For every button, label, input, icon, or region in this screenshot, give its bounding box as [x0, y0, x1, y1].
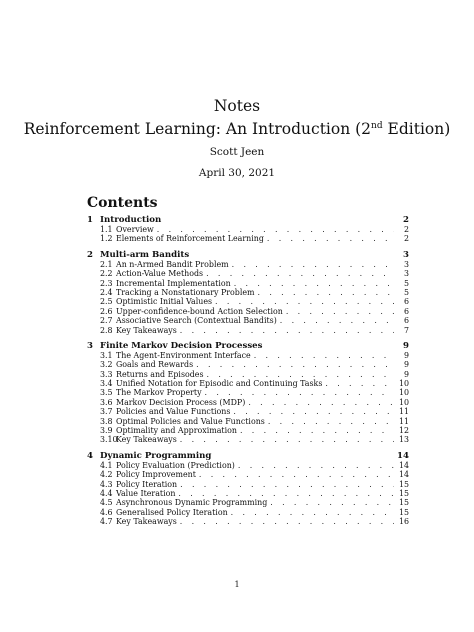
dot-leader — [233, 407, 394, 416]
section-page: 11 — [398, 407, 409, 417]
section-title: Policies and Value Functions — [116, 407, 231, 417]
section-page: 14 — [398, 470, 409, 480]
section-page: 7 — [403, 325, 409, 335]
section-title: Optimistic Initial Values — [116, 297, 213, 307]
section-page: 3 — [403, 259, 409, 269]
section-title: Associative Search (Contextual Bandits) — [116, 316, 277, 326]
section-title: Action-Value Methods — [116, 269, 204, 279]
title-line-2 — [0, 116, 474, 139]
toc-section[interactable] — [87, 517, 409, 526]
dot-leader — [207, 370, 394, 379]
section-title: Policy Evaluation (Prediction) — [116, 460, 235, 470]
dot-leader — [248, 398, 394, 407]
dot-leader — [180, 517, 394, 526]
toc-chapter[interactable] — [87, 215, 409, 225]
toc-section[interactable] — [87, 234, 409, 243]
dot-leader — [238, 461, 394, 470]
section-title: Tracking a Nonstationary Problem — [116, 287, 255, 297]
dot-leader — [232, 260, 394, 269]
section-number: 4.5 — [100, 498, 113, 508]
dot-leader — [280, 316, 394, 325]
toc-section[interactable] — [87, 316, 409, 325]
chapter-title: Finite Markov Decision Processes — [100, 340, 263, 351]
toc-section[interactable] — [87, 398, 409, 407]
toc-section[interactable] — [87, 417, 409, 426]
dot-leader — [206, 269, 394, 278]
section-title: The Agent-Environment Interface — [116, 350, 251, 360]
section-number: 3.3 — [100, 369, 113, 379]
section-page: 3 — [403, 269, 409, 279]
toc-section[interactable] — [87, 508, 409, 517]
section-number: 3.9 — [100, 426, 113, 436]
toc-section[interactable] — [87, 435, 409, 444]
toc-section[interactable] — [87, 279, 409, 288]
section-page: 14 — [398, 460, 409, 470]
section-title: Asynchronous Dynamic Programming — [116, 498, 268, 508]
dot-leader — [240, 426, 394, 435]
section-page: 15 — [398, 507, 409, 517]
section-number: 2.7 — [100, 316, 113, 326]
chapter-title: Dynamic Programming — [100, 450, 212, 461]
section-number: 3.6 — [100, 397, 113, 407]
section-title: Goals and Rewards — [116, 360, 194, 370]
section-page: 6 — [403, 306, 409, 316]
toc-chapter[interactable] — [87, 250, 409, 260]
section-title: Returns and Episodes — [116, 369, 204, 379]
section-number: 3.1 — [100, 350, 113, 360]
section-page: 5 — [403, 278, 409, 288]
section-page: 15 — [398, 498, 409, 508]
section-number: 3.4 — [100, 379, 113, 389]
toc-section[interactable] — [87, 288, 409, 297]
dot-leader — [270, 498, 394, 507]
title-line-1: Notes — [213, 97, 261, 115]
chapter-number: 2 — [87, 249, 93, 260]
section-number: 4.3 — [100, 479, 113, 489]
toc-chapter[interactable] — [87, 451, 409, 461]
section-page: 9 — [403, 360, 409, 370]
chapter-title: Multi-arm Bandits — [100, 249, 190, 260]
section-page: 13 — [398, 435, 409, 445]
section-number: 2.2 — [100, 269, 113, 279]
dot-leader — [157, 225, 394, 234]
toc-section[interactable] — [87, 307, 409, 316]
chapter-number: 4 — [87, 450, 93, 461]
title-superscript: nd — [371, 121, 383, 131]
section-title: Policy Iteration — [116, 479, 178, 489]
dot-leader — [180, 435, 394, 444]
section-number: 4.2 — [100, 470, 113, 480]
section-page: 12 — [398, 426, 409, 436]
toc-section[interactable] — [87, 225, 409, 234]
toc-section[interactable] — [87, 269, 409, 278]
section-title: Key Takeaways — [116, 435, 177, 445]
section-page: 15 — [398, 488, 409, 498]
section-page: 2 — [403, 234, 409, 244]
section-title: Key Takeaways — [116, 325, 177, 335]
toc-section[interactable] — [87, 379, 409, 388]
section-title: Optimality and Approximation — [116, 426, 237, 436]
chapter-page: 2 — [403, 215, 409, 225]
table-of-contents — [87, 215, 409, 527]
section-title: Unified Notation for Episodic and Continuing Tasks — [116, 379, 323, 389]
document-title — [0, 96, 474, 139]
section-title: Upper-confidence-bound Action Selection — [116, 306, 283, 316]
toc-section[interactable] — [87, 461, 409, 470]
section-number: 4.6 — [100, 507, 113, 517]
section-title: Optimal Policies and Value Functions — [116, 416, 265, 426]
section-title: Generalised Policy Iteration — [116, 507, 228, 517]
toc-section[interactable] — [87, 388, 409, 397]
section-number: 4.7 — [100, 517, 113, 527]
dot-leader — [325, 379, 394, 388]
toc-section[interactable] — [87, 426, 409, 435]
contents-heading: Contents — [87, 195, 158, 211]
section-page: 9 — [403, 369, 409, 379]
section-title: Incremental Implementation — [116, 278, 231, 288]
toc-section[interactable] — [87, 326, 409, 335]
section-number: 3.5 — [100, 388, 113, 398]
section-page: 10 — [398, 379, 409, 389]
section-title: Key Takeaways — [116, 517, 177, 527]
toc-section[interactable] — [87, 370, 409, 379]
dot-leader — [254, 351, 394, 360]
section-number: 4.4 — [100, 488, 113, 498]
dot-leader — [231, 508, 394, 517]
date: April 30, 2021 — [198, 167, 276, 179]
page-number: 1 — [234, 580, 240, 589]
section-number: 1.2 — [100, 234, 113, 244]
section-number: 3.7 — [100, 407, 113, 417]
title-line-2-main: Reinforcement Learning: An Introduction (2 — [23, 120, 372, 139]
chapter-number: 3 — [87, 340, 93, 351]
toc-section[interactable] — [87, 360, 409, 369]
section-page: 6 — [403, 297, 409, 307]
section-number: 4.1 — [100, 460, 113, 470]
section-page: 9 — [403, 350, 409, 360]
section-page: 15 — [398, 479, 409, 489]
section-title: An n-Armed Bandit Problem — [116, 259, 229, 269]
toc-section[interactable] — [87, 297, 409, 306]
dot-leader — [286, 307, 394, 316]
section-page: 5 — [403, 287, 409, 297]
chapter-page: 3 — [403, 249, 409, 260]
section-title: Markov Decision Process (MDP) — [116, 397, 246, 407]
section-title: Overview — [116, 225, 154, 234]
section-page: 11 — [398, 416, 409, 426]
title-line-2-end: Edition) — [382, 120, 451, 139]
toc-section[interactable] — [87, 489, 409, 498]
section-page: 16 — [398, 517, 409, 527]
section-number: 3.2 — [100, 360, 113, 370]
section-page: 6 — [403, 316, 409, 326]
chapter-page: 9 — [403, 340, 409, 351]
section-number: 2.5 — [100, 297, 113, 307]
section-number: 3.10 — [100, 435, 118, 445]
chapter-number: 1 — [87, 215, 93, 225]
dot-leader — [199, 470, 394, 479]
section-number: 2.3 — [100, 278, 113, 288]
section-page: 10 — [398, 397, 409, 407]
section-number: 2.6 — [100, 306, 113, 316]
toc-section[interactable] — [87, 260, 409, 269]
dot-leader — [180, 326, 394, 335]
chapter-page: 14 — [397, 450, 409, 461]
dot-leader — [178, 489, 394, 498]
dot-leader — [267, 234, 394, 243]
author: Scott Jeen — [209, 146, 265, 158]
section-number: 2.4 — [100, 287, 113, 297]
toc-section[interactable] — [87, 480, 409, 489]
dot-leader — [180, 480, 394, 489]
dot-leader — [205, 388, 394, 397]
dot-leader — [234, 279, 394, 288]
section-number: 2.8 — [100, 325, 113, 335]
section-title: Value Iteration — [116, 488, 176, 498]
dot-leader — [258, 288, 394, 297]
section-title: The Markov Property — [116, 388, 202, 398]
section-number: 2.1 — [100, 259, 113, 269]
toc-section[interactable] — [87, 498, 409, 507]
section-page: 2 — [403, 225, 409, 234]
section-page: 10 — [398, 388, 409, 398]
dot-leader — [196, 360, 394, 369]
toc-section[interactable] — [87, 351, 409, 360]
toc-chapter[interactable] — [87, 341, 409, 351]
section-number: 1.1 — [100, 225, 113, 234]
section-title: Elements of Reinforcement Learning — [116, 234, 264, 244]
dot-leader — [268, 417, 394, 426]
toc-section[interactable] — [87, 470, 409, 479]
section-title: Policy Improvement — [116, 470, 196, 480]
chapter-title: Introduction — [100, 215, 162, 225]
section-number: 3.8 — [100, 416, 113, 426]
toc-section[interactable] — [87, 407, 409, 416]
dot-leader — [215, 297, 394, 306]
